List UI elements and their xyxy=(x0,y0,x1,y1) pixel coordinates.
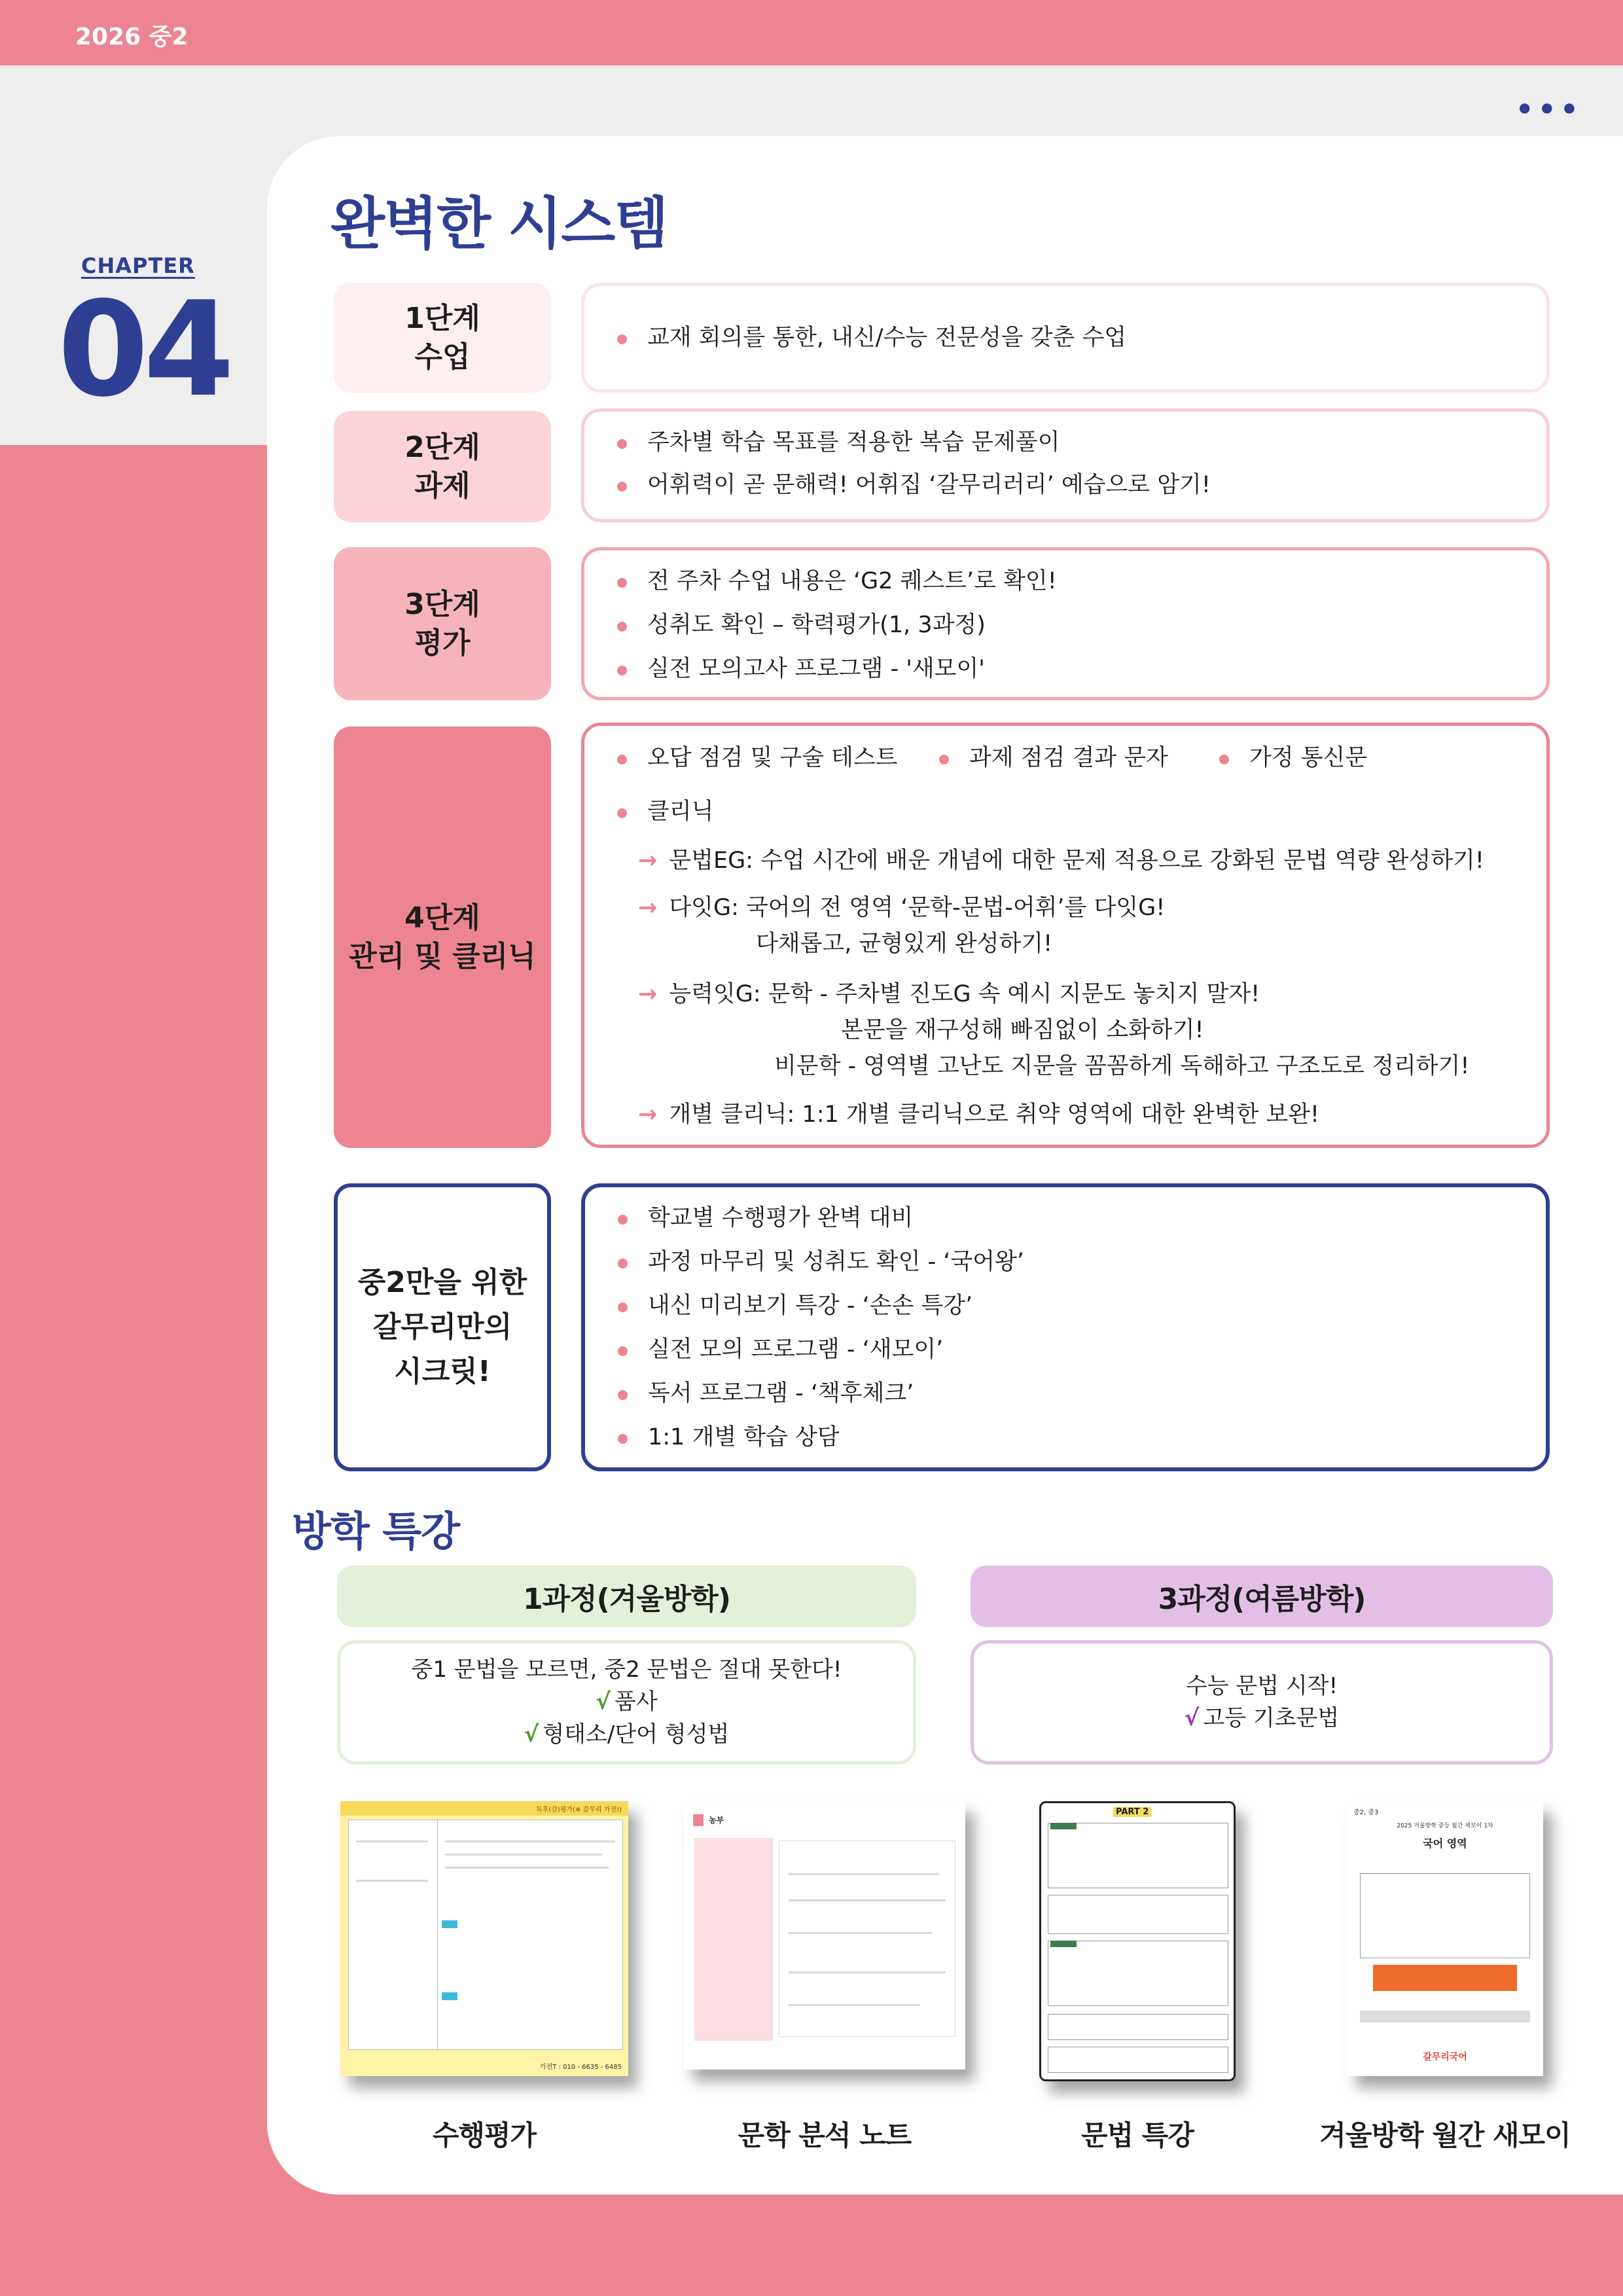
check-icon: √ xyxy=(524,1721,539,1748)
bullet-item: 독서 프로그램 - ‘책후체크’ xyxy=(618,1382,1024,1405)
bullet-item: 학교별 수행평가 완벽 대비 xyxy=(618,1207,1024,1230)
page-title: 완벽한 시스템 xyxy=(330,191,668,257)
thumbnail-footer: 가전T : 010 - 6635 - 6485 xyxy=(539,2064,622,2071)
course-check-item: 형태소/단어 형성법 xyxy=(543,1721,730,1748)
stage-1-label: 1단계 수업 xyxy=(334,283,551,393)
clinic-sub-item-cont: 다채롭고, 균형있게 완성하기! xyxy=(756,931,1053,957)
stage-4-label: 4단계 관리 및 클리닉 xyxy=(334,726,551,1148)
clinic-sub-item: 개별 클리닉: 1:1 개별 클리닉으로 취약 영역에 대한 완벽한 보완! xyxy=(669,1102,1320,1128)
course-3-header: 3과정(여름방학) xyxy=(971,1566,1553,1627)
stage-3-box xyxy=(581,547,1550,700)
thumbnail-performance-eval[interactable] xyxy=(340,1801,628,2076)
bullet-item: 가정 통신문 xyxy=(1219,747,1367,770)
course-check-item: 고등 기초문법 xyxy=(1203,1705,1340,1731)
stage-4-box xyxy=(581,723,1550,1148)
thumbnail-brand: 갈무리국어 xyxy=(1423,2052,1467,2062)
arrow-right-icon: → xyxy=(638,848,658,874)
arrow-right-icon: → xyxy=(638,1102,658,1128)
bullet-item: 성취도 확인 – 학력평가(1, 3과정) xyxy=(617,614,1057,637)
thumbnail-grammar-special[interactable] xyxy=(1039,1801,1236,2081)
bullet-item: 전 주차 수업 내용은 ‘G2 퀘스트’로 확인! xyxy=(617,570,1057,593)
bullet-item: 과정 마무리 및 성취도 확인 - ‘국어왕’ xyxy=(618,1251,1024,1274)
top-bar xyxy=(0,0,1623,65)
thumbnail-caption: 문학 분석 노트 xyxy=(738,2119,912,2151)
section-title-vacation: 방학 특강 xyxy=(292,1507,460,1555)
check-icon: √ xyxy=(596,1689,611,1715)
bullet-item: 과제 점검 결과 문자 xyxy=(939,747,1168,770)
course-1-header: 1과정(겨울방학) xyxy=(337,1566,916,1627)
course-line: 중1 문법을 모르면, 중2 문법은 절대 못한다! xyxy=(411,1657,842,1683)
arrow-right-icon: → xyxy=(638,981,658,1007)
chapter-label: CHAPTER xyxy=(81,253,195,278)
bullet-item: 어휘력이 곧 문해력! 어휘집 ‘갈무리러리’ 예습으로 암기! xyxy=(617,474,1211,497)
clinic-sub-item-cont: 본문을 재구성해 빠짐없이 소화하기! xyxy=(841,1017,1204,1043)
thumbnail-doc-title: PART 2 xyxy=(1113,1807,1151,1817)
bullet-item: 실전 모의고사 프로그램 - '새모이' xyxy=(617,658,1057,681)
thumbnail-caption: 수행평가 xyxy=(432,2119,537,2151)
bullet-item: 오답 점검 및 구술 테스트 xyxy=(617,747,898,770)
header-label: 2026 중2 xyxy=(75,24,188,50)
bullet-item: 1:1 개별 학습 상담 xyxy=(618,1426,1024,1449)
course-check-item: 품사 xyxy=(614,1689,658,1715)
more-dots-icon[interactable]: ••• xyxy=(1515,93,1582,126)
thumbnail-grade: 중2, 중3 xyxy=(1353,1809,1379,1816)
stage-2-box xyxy=(581,408,1550,522)
bullet-item: 내신 미리보기 특강 - ‘손손 특강’ xyxy=(618,1295,1024,1318)
arrow-right-icon: → xyxy=(638,895,658,921)
bullet-item: 실전 모의 프로그램 - ‘새모이’ xyxy=(618,1338,1024,1361)
secret-box xyxy=(581,1183,1550,1471)
secret-label: 중2만을 위한 갈무리만의 시크릿! xyxy=(334,1183,551,1471)
chapter-number: 04 xyxy=(58,274,230,426)
bullet-item-clinic: 클리닉 xyxy=(617,800,713,823)
thumbnail-caption: 문법 특강 xyxy=(1081,2119,1194,2151)
stage-3-label: 3단계 평가 xyxy=(334,547,551,700)
bullet-item: 교재 회의를 통한, 내신/수능 전문성을 갖춘 수업 xyxy=(617,327,1126,350)
thumbnail-literature-note[interactable] xyxy=(684,1801,965,2070)
course-3-body xyxy=(971,1640,1553,1765)
course-line: 수능 문법 시작! xyxy=(1185,1672,1338,1699)
clinic-sub-item: 능력잇G: 문학 - 주차별 진도G 속 예시 지문도 놓치지 말자! xyxy=(669,981,1260,1007)
clinic-sub-item: 다잇G: 국어의 전 영역 ‘문학-문법-어휘’를 다잇G! xyxy=(669,895,1166,921)
bullet-item: 주차별 학습 목표를 적용한 복습 문제풀이 xyxy=(617,431,1211,454)
clinic-sub-item-cont: 비문학 - 영역별 고난도 지문을 꼼꼼하게 독해하고 구조도로 정리하기! xyxy=(774,1053,1470,1079)
thumbnail-doc-title: 농부 xyxy=(709,1816,724,1825)
course-1-body xyxy=(337,1640,916,1765)
thumbnail-doc-subject: 국어 영역 xyxy=(1423,1837,1467,1850)
thumbnail-caption: 겨울방학 월간 새모이 xyxy=(1319,2119,1571,2151)
check-icon: √ xyxy=(1184,1705,1200,1731)
thumbnail-monthly-saemoi[interactable] xyxy=(1347,1801,1543,2076)
stage-1-box xyxy=(581,283,1550,393)
clinic-sub-item: 문법EG: 수업 시간에 배운 개념에 대한 문제 적용으로 강화된 문법 역량 완성하기! xyxy=(669,848,1484,874)
thumbnail-doc-title: 2025 겨울방학 중등 월간 제모이 1차 xyxy=(1397,1823,1493,1829)
stage-2-label: 2단계 과제 xyxy=(334,411,551,522)
thumbnail-doc-title: 독후(감)평가(※ 갈무리 가전!) xyxy=(536,1806,622,1814)
